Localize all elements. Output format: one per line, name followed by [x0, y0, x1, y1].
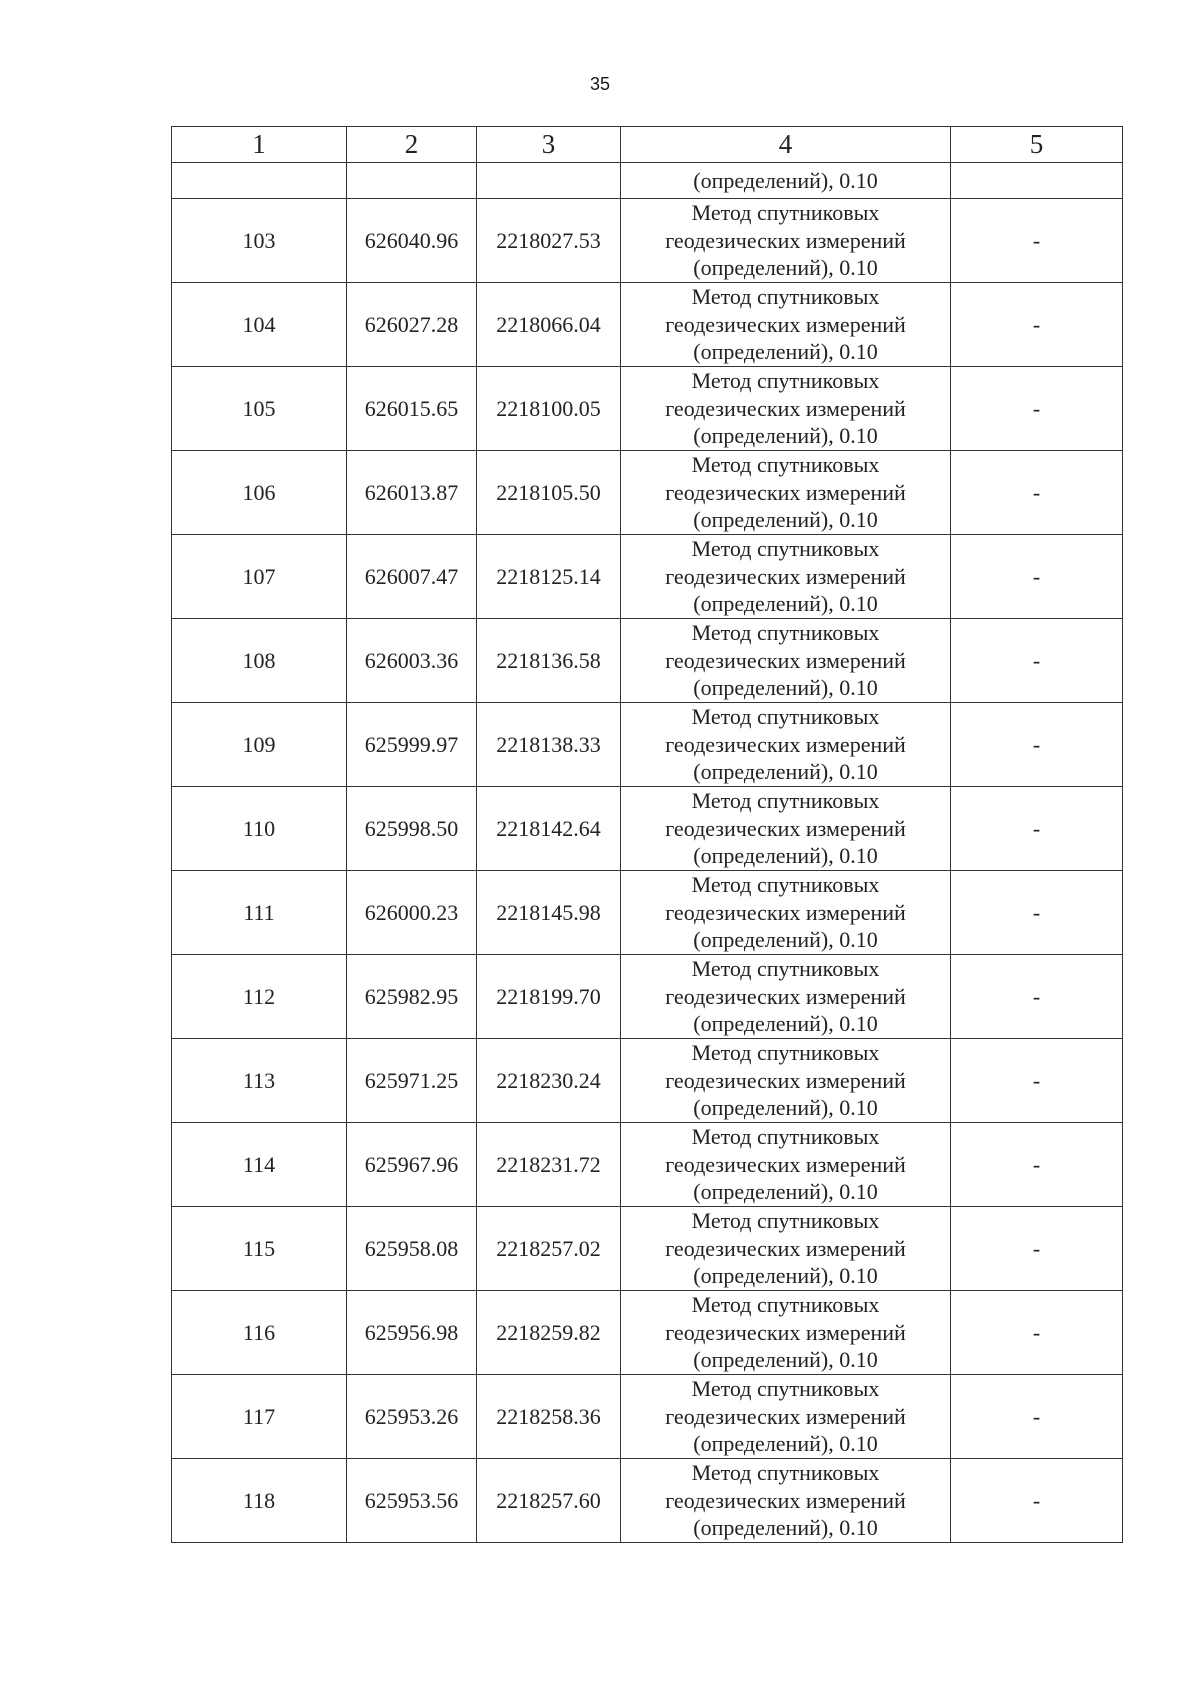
cell-method	[621, 199, 951, 283]
method-line: (определений), 0.10	[693, 1431, 878, 1457]
method-line: геодезических измерений	[665, 1235, 906, 1261]
cell-number: 113	[172, 1039, 347, 1123]
cell-method	[621, 451, 951, 535]
table-row	[172, 871, 1123, 955]
method-line: геодезических измерений	[665, 1067, 906, 1093]
method-line: геодезических измерений	[665, 311, 906, 337]
method-line: (определений), 0.10	[693, 255, 878, 281]
cell-x: 626000.23	[347, 871, 477, 955]
cell-method	[621, 1291, 951, 1375]
method-line: (определений), 0.10	[693, 507, 878, 533]
cell-method	[621, 619, 951, 703]
method-line: Метод спутниковых	[691, 1208, 880, 1234]
method-line: (определений), 0.10	[693, 843, 878, 869]
cell-y	[477, 163, 621, 199]
method-line: Метод спутниковых	[691, 1460, 880, 1486]
cell-x: 626040.96	[347, 199, 477, 283]
table-row	[172, 1459, 1123, 1543]
method-line: (определений), 0.10	[693, 1347, 878, 1373]
cell-method	[621, 787, 951, 871]
cell-x	[347, 163, 477, 199]
cell-number: 117	[172, 1375, 347, 1459]
cell-number: 108	[172, 619, 347, 703]
table-row	[172, 367, 1123, 451]
method-line: (определений), 0.10	[693, 591, 878, 617]
cell-note: -	[951, 367, 1123, 451]
method-line: Метод спутниковых	[691, 956, 880, 982]
cell-method	[621, 535, 951, 619]
method-line: геодезических измерений	[665, 1403, 906, 1429]
cell-x: 625982.95	[347, 955, 477, 1039]
method-line: Метод спутниковых	[691, 1376, 880, 1402]
method-line: (определений), 0.10	[693, 423, 878, 449]
cell-note: -	[951, 787, 1123, 871]
cell-x: 625953.56	[347, 1459, 477, 1543]
cell-y: 2218257.02	[477, 1207, 621, 1291]
method-line: Метод спутниковых	[691, 704, 880, 730]
table-row	[172, 1291, 1123, 1375]
table-header-row	[172, 127, 1123, 163]
page-number: 35	[589, 74, 611, 94]
method-line: Метод спутниковых	[691, 1040, 880, 1066]
column-header-2: 2	[347, 127, 477, 163]
method-line: Метод спутниковых	[691, 1124, 880, 1150]
table-row	[172, 619, 1123, 703]
cell-number: 103	[172, 199, 347, 283]
cell-y: 2218259.82	[477, 1291, 621, 1375]
method-line: Метод спутниковых	[691, 536, 880, 562]
cell-note: -	[951, 535, 1123, 619]
method-line: геодезических измерений	[665, 1487, 906, 1513]
method-line: (определений), 0.10	[693, 675, 878, 701]
cell-number: 114	[172, 1123, 347, 1207]
cell-x: 626013.87	[347, 451, 477, 535]
cell-number: 116	[172, 1291, 347, 1375]
cell-note: -	[951, 199, 1123, 283]
cell-number: 118	[172, 1459, 347, 1543]
cell-y: 2218066.04	[477, 283, 621, 367]
cell-number: 115	[172, 1207, 347, 1291]
cell-method	[621, 955, 951, 1039]
method-line: Метод спутниковых	[691, 620, 880, 646]
method-line: (определений), 0.10	[693, 1179, 878, 1205]
cell-x: 626003.36	[347, 619, 477, 703]
cell-note: -	[951, 1123, 1123, 1207]
cell-y: 2218145.98	[477, 871, 621, 955]
table-row	[172, 199, 1123, 283]
cell-y: 2218230.24	[477, 1039, 621, 1123]
method-line: Метод спутниковых	[691, 368, 880, 394]
method-line: (определений), 0.10	[693, 759, 878, 785]
cell-method: (определений), 0.10	[621, 163, 951, 199]
cell-y: 2218027.53	[477, 199, 621, 283]
column-header-5: 5	[951, 127, 1123, 163]
cell-method	[621, 871, 951, 955]
method-line: (определений), 0.10	[693, 1095, 878, 1121]
cell-y: 2218105.50	[477, 451, 621, 535]
cell-note: -	[951, 283, 1123, 367]
cell-method	[621, 283, 951, 367]
coordinates-table	[171, 126, 1123, 1543]
cell-number: 109	[172, 703, 347, 787]
method-line: геодезических измерений	[665, 1151, 906, 1177]
cell-x: 626007.47	[347, 535, 477, 619]
column-header-3: 3	[477, 127, 621, 163]
cell-method	[621, 367, 951, 451]
cell-number: 105	[172, 367, 347, 451]
cell-note: -	[951, 871, 1123, 955]
cell-note: -	[951, 1207, 1123, 1291]
cell-number: 112	[172, 955, 347, 1039]
table-row	[172, 1375, 1123, 1459]
cell-x: 625958.08	[347, 1207, 477, 1291]
table-row	[172, 1039, 1123, 1123]
cell-note	[951, 163, 1123, 199]
method-line: геодезических измерений	[665, 899, 906, 925]
method-line: геодезических измерений	[665, 815, 906, 841]
cell-x: 625967.96	[347, 1123, 477, 1207]
cell-x: 626015.65	[347, 367, 477, 451]
table-row	[172, 955, 1123, 1039]
cell-note: -	[951, 703, 1123, 787]
cell-note: -	[951, 1375, 1123, 1459]
method-line: (определений), 0.10	[693, 927, 878, 953]
method-line: Метод спутниковых	[691, 788, 880, 814]
cell-x: 625956.98	[347, 1291, 477, 1375]
table-row	[172, 787, 1123, 871]
method-line: геодезических измерений	[665, 731, 906, 757]
cell-method	[621, 703, 951, 787]
cell-number: 110	[172, 787, 347, 871]
method-line: Метод спутниковых	[691, 872, 880, 898]
cell-y: 2218100.05	[477, 367, 621, 451]
method-line: геодезических измерений	[665, 647, 906, 673]
cell-note: -	[951, 619, 1123, 703]
table-row	[172, 703, 1123, 787]
table-row	[172, 535, 1123, 619]
continued-row	[172, 163, 1123, 199]
cell-method	[621, 1375, 951, 1459]
method-line: (определений), 0.10	[693, 1515, 878, 1541]
method-line: геодезических измерений	[665, 1319, 906, 1345]
table-row	[172, 1123, 1123, 1207]
cell-method	[621, 1123, 951, 1207]
cell-y: 2218125.14	[477, 535, 621, 619]
cell-y: 2218138.33	[477, 703, 621, 787]
method-line: Метод спутниковых	[691, 200, 880, 226]
cell-y: 2218257.60	[477, 1459, 621, 1543]
method-line: геодезических измерений	[665, 983, 906, 1009]
column-header-4: 4	[621, 127, 951, 163]
cell-y: 2218136.58	[477, 619, 621, 703]
method-line: (определений), 0.10	[693, 339, 878, 365]
method-line: геодезических измерений	[665, 479, 906, 505]
cell-note: -	[951, 1039, 1123, 1123]
column-header-1: 1	[172, 127, 347, 163]
cell-y: 2218142.64	[477, 787, 621, 871]
table-row	[172, 1207, 1123, 1291]
cell-number: 104	[172, 283, 347, 367]
cell-x: 626027.28	[347, 283, 477, 367]
method-line: Метод спутниковых	[691, 452, 880, 478]
method-line: геодезических измерений	[665, 563, 906, 589]
cell-note: -	[951, 955, 1123, 1039]
method-line: геодезических измерений	[665, 227, 906, 253]
cell-x: 625999.97	[347, 703, 477, 787]
table-row	[172, 451, 1123, 535]
cell-method	[621, 1207, 951, 1291]
cell-note: -	[951, 1459, 1123, 1543]
cell-x: 625971.25	[347, 1039, 477, 1123]
cell-x: 625998.50	[347, 787, 477, 871]
cell-y: 2218258.36	[477, 1375, 621, 1459]
cell-number: 106	[172, 451, 347, 535]
cell-method	[621, 1459, 951, 1543]
cell-method	[621, 1039, 951, 1123]
cell-note: -	[951, 1291, 1123, 1375]
cell-number: 107	[172, 535, 347, 619]
cell-x: 625953.26	[347, 1375, 477, 1459]
cell-number	[172, 163, 347, 199]
cell-y: 2218199.70	[477, 955, 621, 1039]
method-line: Метод спутниковых	[691, 284, 880, 310]
table-row	[172, 283, 1123, 367]
method-line: геодезических измерений	[665, 395, 906, 421]
cell-note: -	[951, 451, 1123, 535]
method-line: Метод спутниковых	[691, 1292, 880, 1318]
cell-y: 2218231.72	[477, 1123, 621, 1207]
method-line: (определений), 0.10	[693, 1263, 878, 1289]
method-line: (определений), 0.10	[693, 1011, 878, 1037]
cell-number: 111	[172, 871, 347, 955]
